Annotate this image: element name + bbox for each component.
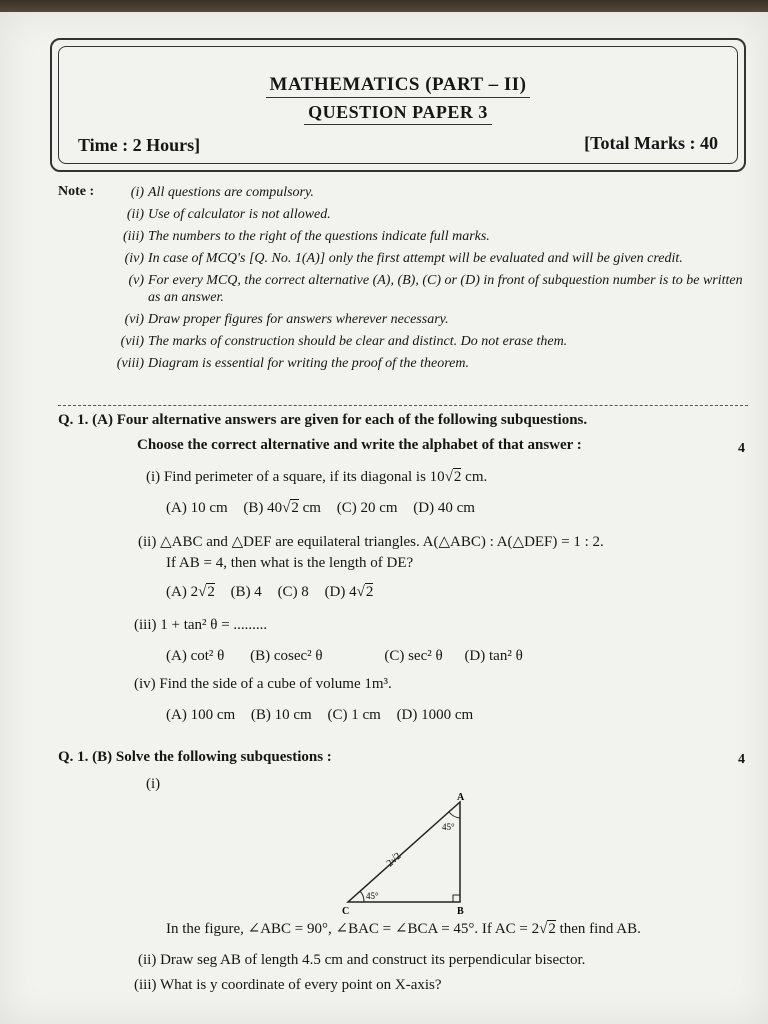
- option-c: (C) sec² θ: [384, 648, 443, 664]
- note-list: [100, 184, 750, 377]
- option-b: (B) 4: [230, 584, 262, 600]
- note-item: (viii) Diagram is essential for writing the proof of the theorem.: [116, 356, 469, 371]
- q1b-iii-question: (iii) What is y coordinate of every point on X-axis?: [134, 977, 442, 993]
- section-divider: [58, 405, 748, 406]
- note-item: (i) All questions are compulsory.: [130, 185, 314, 200]
- q1b-ii-question: (ii) Draw seg AB of length 4.5 cm and construct its perpendicular bisector.: [138, 952, 586, 968]
- total-marks: [Total Marks : 40: [584, 133, 718, 153]
- option-a: (A) cot² θ: [166, 648, 225, 664]
- note-label: Note :: [58, 184, 95, 199]
- angle-label-a: 45°: [442, 822, 455, 832]
- q1a-i-options: [166, 500, 487, 517]
- right-triangle-figure: [330, 792, 490, 917]
- option-d: (D) tan² θ: [464, 648, 523, 664]
- q1a-i-question: (i) Find perimeter of a square, if its diagonal is 10√2 cm.: [146, 469, 488, 485]
- right-angle-mark: [453, 895, 460, 902]
- side-label-ac: 2√2: [384, 850, 404, 870]
- option-b: (B) 10 cm: [250, 707, 312, 723]
- option-b: (B) cosec² θ: [250, 648, 323, 664]
- q1a-iv-options: [166, 707, 485, 724]
- paper-subtitle: QUESTION PAPER 3: [52, 102, 744, 123]
- note-item: (iv) In case of MCQ's [Q. No. 1(A)] only the first attempt will be evaluated and will be given credit.: [124, 251, 683, 266]
- q1a-ii-question-line2: If AB = 4, then what is the length of DE?: [166, 555, 414, 571]
- vertex-label-c: C: [342, 906, 350, 917]
- option-a: (A) 2√2: [166, 584, 215, 600]
- question-paper-page: [0, 12, 768, 1024]
- angle-arc-a: [449, 812, 460, 818]
- option-d: (D) 4√2: [324, 584, 374, 600]
- option-c: (C) 8: [277, 584, 309, 600]
- option-c: (C) 20 cm: [336, 500, 398, 516]
- paper-header-box: [50, 38, 746, 172]
- note-item: (ii) Use of calculator is not allowed.: [126, 207, 331, 222]
- q1a-ii-options: [166, 584, 385, 601]
- option-d: (D) 1000 cm: [396, 707, 474, 723]
- vertex-label-b: B: [457, 906, 464, 917]
- angle-arc-c: [360, 891, 364, 902]
- q1b-marks: 4: [738, 752, 745, 767]
- vertex-label-a: A: [457, 792, 465, 803]
- q1a-ii-question-line1: (ii) △ABC and △DEF are equilateral triangles. A(△ABC) : A(△DEF) = 1 : 2.: [138, 534, 604, 550]
- option-a: (A) 10 cm: [166, 500, 228, 516]
- note-item: (vii) The marks of construction should be clear and distinct. Do not erase them.: [120, 334, 568, 349]
- note-item: (vi) Draw proper figures for answers wherever necessary.: [124, 312, 449, 327]
- angle-label-c: 45°: [366, 891, 379, 901]
- note-item: (v) For every MCQ, the correct alternative (A), (B), (C) or (D) in front of subquestion number is to be written as an answer.: [128, 273, 743, 305]
- note-item: (iii) The numbers to the right of the questions indicate full marks.: [123, 229, 490, 244]
- q1a-iii-options: [166, 648, 535, 665]
- option-c: (C) 1 cm: [327, 707, 381, 723]
- time-allowed: Time : 2 Hours]: [78, 135, 201, 155]
- triangle-abc: [348, 802, 460, 902]
- q1a-instruction: Choose the correct alternative and write the alphabet of that answer :: [137, 437, 582, 453]
- q1a-iv-question: (iv) Find the side of a cube of volume 1m³.: [134, 676, 392, 692]
- q1b-i-label: (i): [146, 776, 161, 792]
- option-d: (D) 40 cm: [413, 500, 475, 516]
- paper-title: MATHEMATICS (PART – II): [52, 74, 744, 96]
- q1b-i-question: In the figure, ∠ABC = 90°, ∠BAC = ∠BCA = 45°. If AC = 2√2 then find AB.: [166, 921, 641, 937]
- q1a-heading: Q. 1. (A) Four alternative answers are given for each of the following subquestions.: [58, 412, 588, 428]
- q1a-iii-question: (iii) 1 + tan² θ = .........: [134, 617, 268, 633]
- q1b-heading: Q. 1. (B) Solve the following subquestions :: [58, 749, 332, 765]
- option-b: (B) 40√2 cm: [243, 500, 321, 516]
- option-a: (A) 100 cm: [166, 707, 236, 723]
- q1a-marks: 4: [738, 441, 745, 456]
